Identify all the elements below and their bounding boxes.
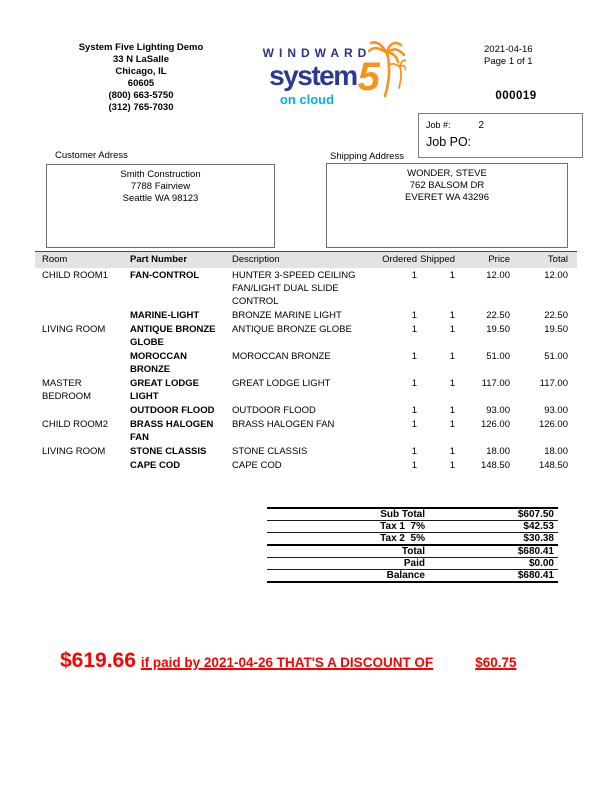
totals-value: $42.53 <box>425 521 558 533</box>
cell-total: 18.00 <box>544 446 568 457</box>
company-block <box>58 42 224 114</box>
cell-room: CHILD ROOM1 <box>42 270 108 281</box>
discount-notice <box>60 649 516 673</box>
job-number-label: Job #: <box>426 120 451 130</box>
cell-room <box>35 403 122 417</box>
cell-part-number: MOROCCAN BRONZE <box>130 351 187 375</box>
cell-part-number: OUTDOOR FLOOD <box>130 405 215 416</box>
cell-shipped: 1 <box>449 460 455 471</box>
cell-description: CAPE COD <box>232 460 282 471</box>
shipping-city: EVERET WA 43296 <box>405 192 489 203</box>
cell-part-number: CAPE COD <box>130 460 181 471</box>
header-shipped: Shipped <box>420 252 458 269</box>
table-row <box>35 376 577 403</box>
table-header-row <box>35 252 577 269</box>
cell-ordered: 1 <box>411 460 417 471</box>
cell-description: BRASS HALOGEN FAN <box>232 419 335 430</box>
job-number-value: 2 <box>478 120 485 131</box>
windward-system-five-logo <box>248 46 400 114</box>
shipping-street: 762 BALSOM DR <box>409 180 485 191</box>
logo-system-text: system <box>269 60 357 91</box>
totals-row <box>267 521 558 533</box>
cell-shipped: 1 <box>449 378 455 389</box>
cell-ordered: 1 <box>411 351 417 362</box>
table-row <box>35 444 577 458</box>
table-row <box>35 403 577 417</box>
table-row <box>35 308 577 322</box>
discounted-amount: $619.66 <box>60 649 136 672</box>
logo-oncloud-text: on cloud <box>279 92 335 107</box>
job-po-label: Job PO: <box>426 135 472 149</box>
cell-room <box>35 458 122 472</box>
shipping-address-label: Shipping Address <box>330 151 404 162</box>
job-info-box <box>418 113 583 158</box>
cell-price: 148.50 <box>480 460 510 471</box>
customer-name: Smith Construction <box>120 169 201 180</box>
logo-five-text: 5 <box>357 55 380 99</box>
totals-value: $0.00 <box>425 558 558 570</box>
cell-description: HUNTER 3-SPEED CEILING FAN/LIGHT DUAL SLIDE CONTROL <box>232 270 356 307</box>
cell-total: 93.00 <box>544 405 568 416</box>
cell-description: BRONZE MARINE LIGHT <box>232 310 342 321</box>
cell-part-number: BRASS HALOGEN FAN <box>130 419 214 443</box>
company-address-line: Chicago, IL <box>115 66 167 77</box>
totals-label: Balance <box>267 570 425 583</box>
cell-ordered: 1 <box>411 405 417 416</box>
company-name: System Five Lighting Demo <box>78 42 204 53</box>
cell-part-number: MARINE-LIGHT <box>130 310 200 321</box>
totals-label: Total <box>267 545 425 558</box>
company-phone: (800) 663-5750 <box>108 90 174 101</box>
company-address-line: 33 N LaSalle <box>113 54 169 65</box>
cell-total: 51.00 <box>544 351 568 362</box>
cell-part-number: FAN-CONTROL <box>130 270 200 281</box>
cell-total: 12.00 <box>544 270 568 281</box>
company-phone: (312) 765-7030 <box>108 102 174 113</box>
table-row <box>35 349 577 376</box>
table-row <box>35 322 577 349</box>
table-row <box>35 458 577 472</box>
table-row <box>35 268 577 308</box>
cell-total: 22.50 <box>544 310 568 321</box>
totals-value: $680.41 <box>425 545 558 558</box>
document-number: 000019 <box>495 90 537 102</box>
cell-part-number: STONE CLASSIS <box>130 446 207 457</box>
header-date-block <box>484 44 533 68</box>
totals-row <box>267 558 558 570</box>
cell-price: 19.50 <box>486 324 510 335</box>
cell-description: STONE CLASSIS <box>232 446 308 457</box>
discount-notice-text-wrap <box>141 655 517 670</box>
cell-shipped: 1 <box>449 324 455 335</box>
cell-ordered: 1 <box>411 324 417 335</box>
header-price: Price <box>458 252 512 269</box>
header-total: Total <box>512 252 577 269</box>
cell-price: 117.00 <box>481 378 510 389</box>
cell-ordered: 1 <box>411 378 417 389</box>
totals-row <box>267 570 558 583</box>
invoice-date: 2021-04-16 <box>484 44 533 55</box>
cell-part-number: ANTIQUE BRONZE GLOBE <box>130 324 216 348</box>
cell-description: MOROCCAN BRONZE <box>232 351 331 362</box>
cell-description: ANTIQUE BRONZE GLOBE <box>232 324 352 335</box>
customer-address-box <box>46 164 275 248</box>
cell-shipped: 1 <box>449 270 455 281</box>
cell-ordered: 1 <box>411 419 417 430</box>
totals-value: $680.41 <box>425 570 558 583</box>
cell-shipped: 1 <box>449 405 455 416</box>
cell-room: CHILD ROOM2 <box>42 419 108 430</box>
totals-value: $607.50 <box>425 508 558 521</box>
shipping-address-box <box>326 163 568 248</box>
totals-row <box>267 533 558 546</box>
cell-price: 22.50 <box>486 310 510 321</box>
shipping-name: WONDER, STEVE <box>407 168 487 179</box>
line-items-table <box>35 251 577 472</box>
cell-price: 51.00 <box>486 351 510 362</box>
cell-total: 19.50 <box>544 324 568 335</box>
cell-room: MASTER BEDROOM <box>42 378 92 402</box>
header-description: Description <box>222 252 362 269</box>
header-room: Room <box>35 252 122 269</box>
company-address-line: 60605 <box>127 78 155 89</box>
customer-address-label: Customer Adress <box>55 150 128 161</box>
cell-price: 12.00 <box>486 270 510 281</box>
cell-part-number: GREAT LODGE LIGHT <box>130 378 199 402</box>
cell-room: LIVING ROOM <box>42 324 106 335</box>
cell-shipped: 1 <box>449 351 455 362</box>
items-table-body <box>35 268 577 472</box>
palm-tree-icon <box>368 40 406 98</box>
cell-total: 126.00 <box>538 419 568 430</box>
totals-row <box>267 545 558 558</box>
customer-city: Seattle WA 98123 <box>122 193 199 204</box>
cell-room <box>35 308 122 322</box>
cell-price: 18.00 <box>486 446 510 457</box>
cell-total: 148.50 <box>538 460 568 471</box>
header-ordered: Ordered <box>362 252 420 269</box>
customer-street: 7788 Fairview <box>130 181 191 192</box>
cell-room: LIVING ROOM <box>42 446 106 457</box>
totals-label: Sub Total <box>267 508 425 521</box>
totals-label: Tax 2 5% <box>267 533 425 546</box>
cell-description: OUTDOOR FLOOD <box>232 405 316 416</box>
discount-notice-text: if paid by 2021-04-26 THAT'S A DISCOUNT OF <box>140 655 434 670</box>
totals-row <box>267 508 558 521</box>
discount-value: $60.75 <box>475 655 517 670</box>
cell-total: 117.00 <box>539 378 568 389</box>
cell-shipped: 1 <box>449 419 455 430</box>
totals-label: Tax 1 7% <box>267 521 425 533</box>
totals-value: $30.38 <box>425 533 558 546</box>
cell-ordered: 1 <box>411 270 417 281</box>
cell-ordered: 1 <box>411 310 417 321</box>
totals-table-body <box>267 508 558 582</box>
page-indicator: Page 1 of 1 <box>484 56 533 67</box>
cell-description: GREAT LODGE LIGHT <box>232 378 331 389</box>
cell-room <box>35 349 122 376</box>
header-part-number: Part Number <box>122 252 222 269</box>
cell-shipped: 1 <box>449 310 455 321</box>
totals-table <box>267 507 558 583</box>
table-row <box>35 417 577 444</box>
logo-windward-text: WINDWARD <box>262 46 372 60</box>
cell-shipped: 1 <box>449 446 455 457</box>
cell-price: 126.00 <box>480 419 510 430</box>
cell-price: 93.00 <box>486 405 510 416</box>
totals-label: Paid <box>267 558 425 570</box>
cell-ordered: 1 <box>411 446 417 457</box>
